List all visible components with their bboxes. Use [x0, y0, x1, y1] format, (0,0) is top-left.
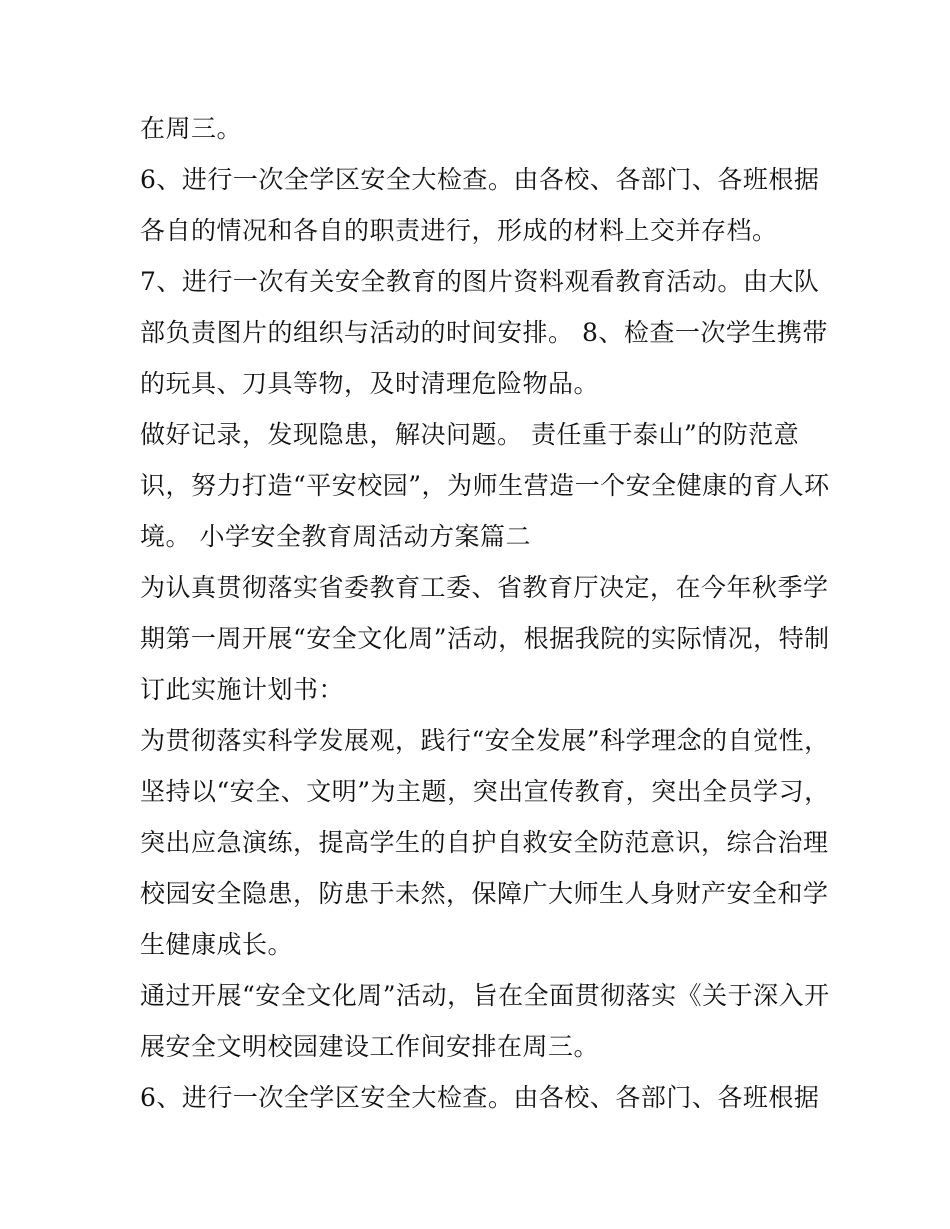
- text-line: 境。 小学安全教育周活动方案篇二: [140, 522, 531, 551]
- document-body: [140, 108, 830, 1128]
- text-line: 各自的情况和各自的职责进行，形成的材料上交并存档。: [140, 216, 778, 245]
- text-line: 校园安全隐患，防患于未然，保障广大师生人身财产安全和学: [140, 879, 829, 908]
- text-line: 6、进行一次全学区安全大检查。由各校、各部门、各班根据: [140, 1083, 820, 1112]
- text-line: 7、进行一次有关安全教育的图片资料观看教育活动。由大队: [140, 267, 820, 296]
- text-line: 期第一周开展“安全文化周”活动，根据我院的实际情况，特制: [140, 624, 830, 653]
- text-line: 做好记录，发现隐患，解决问题。 责任重于泰山”的防范意: [140, 420, 800, 449]
- text-line: 生健康成长。: [140, 930, 294, 959]
- text-line: 展安全文明校园建设工作间安排在周三。: [140, 1032, 600, 1061]
- text-line: 在周三。: [140, 114, 243, 143]
- text-line: 突出应急演练，提高学生的自护自救安全防范意识，综合治理: [140, 828, 829, 857]
- text-line: 订此实施计划书：: [140, 675, 345, 704]
- text-line: 部负责图片的组织与活动的时间安排。 8、检查一次学生携带: [140, 318, 828, 347]
- text-line: 的玩具、刀具等物，及时清理危险物品。: [140, 369, 600, 398]
- text-line: 坚持以“安全、文明”为主题，突出宣传教育，突出全员学习，: [140, 777, 830, 806]
- text-line: 6、进行一次全学区安全大检查。由各校、各部门、各班根据: [140, 165, 820, 194]
- text-line: 为认真贯彻落实省委教育工委、省教育厅决定，在今年秋季学: [140, 573, 829, 602]
- text-line: 为贯彻落实科学发展观，践行“安全发展”科学理念的自觉性，: [140, 726, 830, 755]
- text-line: 通过开展“安全文化周”活动，旨在全面贯彻落实《关于深入开: [140, 981, 830, 1010]
- text-line: 识，努力打造“平安校园”，为师生营造一个安全健康的育人环: [140, 471, 830, 500]
